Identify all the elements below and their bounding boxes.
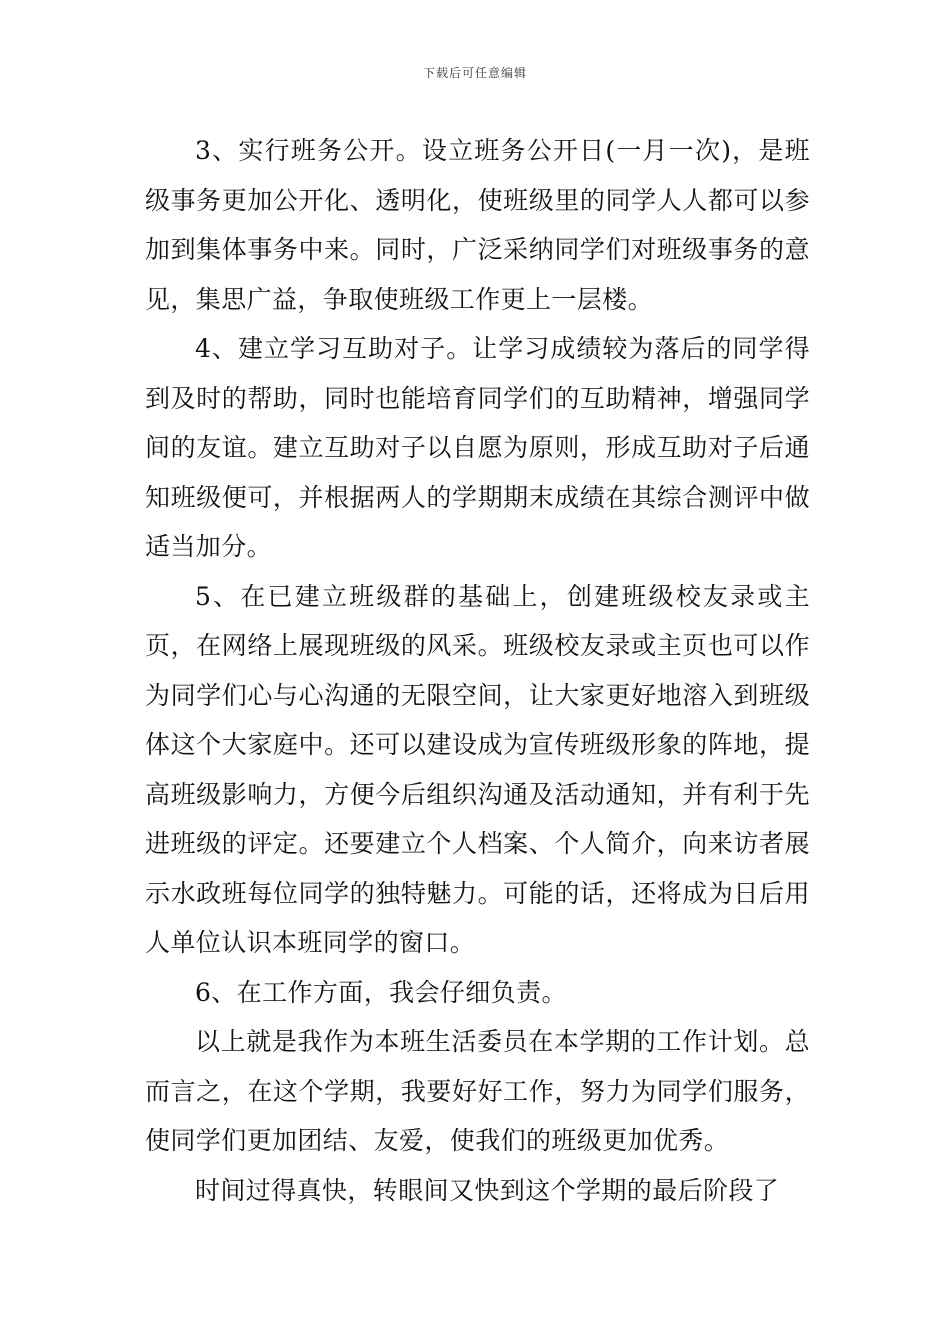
paragraph-item-3: 3、实行班务公开。设立班务公开日(一月一次)，是班级事务更加公开化、透明化，使班级里的同学人人都可以参加到集体事务中来。同时，广泛采纳同学们对班级事务的意见，集思广益，争取使班级工作更上一层楼。 bbox=[145, 136, 810, 314]
document-body bbox=[145, 126, 810, 1215]
paragraph-item-4: 4、建立学习互助对子。让学习成绩较为落后的同学得到及时的帮助，同时也能培育同学们的互助精神，增强同学间的友谊。建立互助对子以自愿为原则，形成互助对子后通知班级便可，并根据两人的学期期末成绩在其综合测评中做适当加分。 bbox=[145, 334, 810, 561]
page-header: 下载后可任意编辑 bbox=[422, 66, 527, 80]
paragraph-item-6: 6、在工作方面，我会仔细负责。 bbox=[195, 977, 567, 1007]
paragraph-summary: 以上就是我作为本班生活委员在本学期的工作计划。总而言之，在这个学期，我要好好工作，努力为同学们服务，使同学们更加团结、友爱，使我们的班级更加优秀。 bbox=[145, 1027, 810, 1155]
paragraph-closing: 时间过得真快，转眼间又快到这个学期的最后阶段了 bbox=[195, 1175, 780, 1205]
paragraph-item-5: 5、在已建立班级群的基础上，创建班级校友录或主页，在网络上展现班级的风采。班级校友录或主页也可以作为同学们心与心沟通的无限空间，让大家更好地溶入到班级体这个大家庭中。还可以建设成为宣传班级形象的阵地，提高班级影响力，方便今后组织沟通及活动通知，并有利于先进班级的评定。还要建立个人档案、个人简介，向来访者展示水政班每位同学的独特魅力。可能的话，还将成为日后用人单位认识本班同学的窗口。 bbox=[145, 581, 810, 957]
